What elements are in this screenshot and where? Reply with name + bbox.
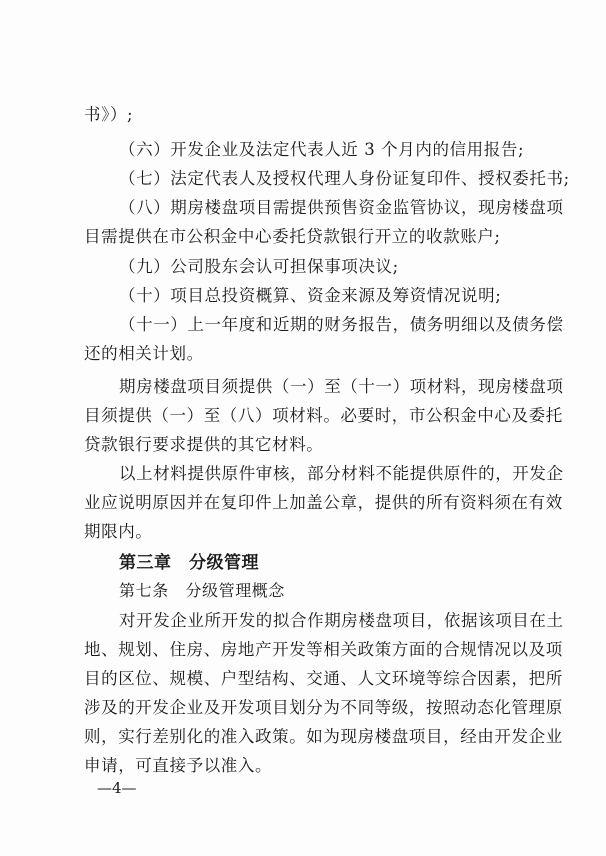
text-line: （十一）上一年度和近期的财务报告，债务明细以及债务偿 [119,315,564,334]
text-line: 申请，可直接予以准入。 [84,756,273,775]
text-line: 还的相关计划。 [84,344,204,363]
text-line: 涉及的开发企业及开发项目划分为不同等级，按照动态化管理原 [84,698,563,717]
text-line: 书》）; [84,105,134,124]
chapter-heading: 第三章 分级管理 [119,553,259,573]
text-line: 以上材料提供原件审核，部分材料不能提供原件的，开发企 [119,464,564,483]
text-line: （七）法定代表人及授权代理人身份证复印件、授权委托书; [119,169,570,188]
text-line: 贷款银行要求提供的其它材料。 [84,435,324,454]
text-line: （九）公司股东会认可担保事项决议; [119,257,399,276]
text-line: 期限内。 [84,522,153,541]
text-line: 期房楼盘项目须提供（一）至（十一）项材料，现房楼盘项 [119,377,564,396]
text-line: 业应说明原因并在复印件上加盖公章，提供的所有资料须在有效 [84,493,563,512]
text-line: 地、规划、住房、房地产开发等相关政策方面的合规情况以及项 [84,640,563,659]
text-line: （十）项目总投资概算、资金来源及筹资情况说明; [119,286,502,305]
page-number: —4— [97,779,137,797]
text-line: 目需提供在市公积金中心委托贷款银行开立的收款账户; [84,227,501,246]
text-line: 对开发企业所开发的拟合作期房楼盘项目，依据该项目在土 [119,611,564,630]
text-line: （八）期房楼盘项目需提供预售资金监管协议，现房楼盘项 [119,198,564,217]
text-line: 则，实行差别化的准入政策。如为现房楼盘项目，经由开发企业 [84,727,563,746]
article-title: 第七条 分级管理概念 [119,581,286,600]
text-line: （六）开发企业及法定代表人近 3 个月内的信用报告; [119,140,525,159]
text-line: 目须提供（一）至（八）项材料。必要时，市公积金中心及委托 [84,406,563,425]
text-line: 目的区位、规模、户型结构、交通、人文环境等综合因素，把所 [84,669,563,688]
